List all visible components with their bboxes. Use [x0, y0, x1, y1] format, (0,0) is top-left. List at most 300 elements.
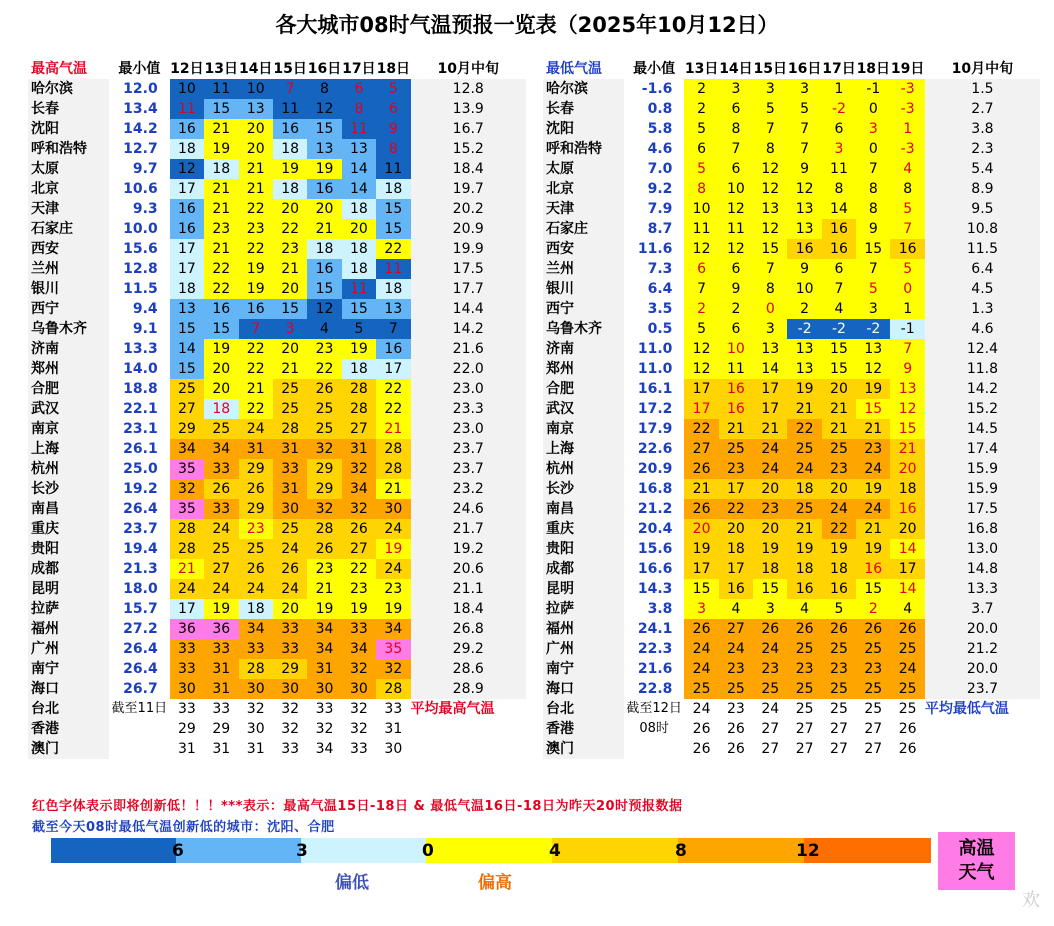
table-row [28, 599, 526, 619]
temp-cell: 13 [890, 379, 924, 399]
table-row [543, 199, 1040, 219]
temp-cell: 21 [239, 179, 273, 199]
header-day: 14日 [238, 61, 273, 77]
temp-cell: 33 [273, 459, 307, 479]
temp-cell: 24 [692, 701, 711, 717]
table-row [28, 379, 526, 399]
temp-cell: 2 [684, 299, 718, 319]
temp-cell: 12 [684, 239, 718, 259]
city-name: 重庆 [28, 519, 109, 539]
temp-cell: 25 [890, 679, 924, 699]
min-value: 26.7 [123, 681, 158, 697]
temp-cell: 29 [239, 499, 273, 519]
temp-cell: 30 [307, 679, 341, 699]
temp-cell: 28 [342, 379, 376, 399]
temp-cell: 24 [239, 579, 273, 599]
min-value: 16.8 [637, 481, 673, 497]
temp-cell: 21 [204, 179, 238, 199]
mid-october-value: 23.0 [411, 419, 526, 439]
temp-cell: 15 [753, 239, 787, 259]
city-name: 太原 [28, 159, 109, 179]
city-name: 广州 [543, 639, 624, 659]
temp-cell: 25 [898, 701, 917, 717]
temp-cell: 34 [307, 619, 341, 639]
table-row [28, 199, 526, 219]
temp-cell: 32 [281, 701, 300, 717]
mid-october-value: 20.0 [925, 619, 1040, 639]
table-row [28, 159, 526, 179]
temp-cell: 32 [170, 479, 204, 499]
temp-cell: 25 [856, 679, 890, 699]
temp-cell: 30 [384, 741, 403, 757]
temp-cell: 17 [170, 599, 204, 619]
temp-cell: 20 [890, 519, 924, 539]
temp-cell: 29 [307, 459, 341, 479]
table-row [28, 319, 526, 339]
temp-cell: 7 [856, 259, 890, 279]
temp-cell: 17 [684, 379, 718, 399]
header-day: 16日 [307, 61, 342, 77]
city-name: 石家庄 [28, 219, 109, 239]
temp-cell: 16 [307, 259, 341, 279]
temp-cell: 25 [787, 499, 821, 519]
temp-cell: 16 [856, 559, 890, 579]
city-name: 西宁 [28, 299, 109, 319]
temp-cell: 29 [212, 721, 231, 737]
temp-cell: 25 [795, 701, 814, 717]
temp-cell: 23 [822, 659, 856, 679]
legend-seg-dark-blue [51, 838, 176, 863]
legend-seg-deep-orange [804, 838, 931, 863]
table-row [28, 279, 526, 299]
city-name: 重庆 [543, 519, 624, 539]
temp-cell: 7 [376, 319, 410, 339]
temp-cell: 15 [273, 299, 307, 319]
city-name: 银川 [543, 279, 624, 299]
header-min: 最小值 [118, 61, 161, 77]
temp-cell: 18 [890, 479, 924, 499]
high-temp-table [28, 57, 526, 759]
city-name: 北京 [28, 179, 109, 199]
min-value: 14.3 [637, 581, 673, 597]
temp-cell: 19 [204, 599, 238, 619]
temp-cell: 30 [273, 499, 307, 519]
temp-cell: 14 [170, 339, 204, 359]
temp-cell: 16 [204, 299, 238, 319]
legend-hot-text: 高温天气 [958, 838, 995, 883]
temp-cell: 15 [822, 339, 856, 359]
temp-cell: 22 [239, 339, 273, 359]
mid-october-value: 18.4 [411, 599, 526, 619]
temp-cell: 28 [376, 459, 410, 479]
temp-cell: 25 [684, 679, 718, 699]
city-name: 杭州 [543, 459, 624, 479]
temp-cell: 24 [890, 659, 924, 679]
temp-cell: 3 [273, 319, 307, 339]
city-name: 南宁 [28, 659, 109, 679]
temp-cell: 11 [342, 119, 376, 139]
table-row [543, 179, 1040, 199]
city-name: 成都 [28, 559, 109, 579]
temp-cell: 6 [719, 99, 753, 119]
temp-cell: 32 [342, 499, 376, 519]
mid-october-value: 23.0 [411, 379, 526, 399]
table-row [543, 639, 1040, 659]
mid-october-value: 21.7 [411, 519, 526, 539]
min-value: 24.1 [637, 621, 673, 637]
temp-cell: 33 [177, 701, 196, 717]
temp-cell: 21 [204, 239, 238, 259]
temp-cell: 6 [342, 79, 376, 99]
header-day: 17日 [822, 61, 856, 77]
temp-cell: 13 [787, 219, 821, 239]
temp-cell: 6 [822, 119, 856, 139]
temp-cell: 18 [273, 139, 307, 159]
temp-cell: 20 [684, 519, 718, 539]
temp-cell: 17 [170, 179, 204, 199]
legend-seg-light-blue [176, 838, 301, 863]
mid-october-value: 14.8 [925, 559, 1040, 579]
legend-label-8: 8 [675, 841, 687, 861]
temp-cell: 4 [307, 319, 341, 339]
table-row [28, 419, 526, 439]
temp-cell: 22 [719, 499, 753, 519]
temp-cell: 13 [787, 199, 821, 219]
temp-cell: 4 [719, 599, 753, 619]
temp-cell: 22 [684, 419, 718, 439]
temp-cell: 17 [719, 479, 753, 499]
temp-cell: 8 [753, 139, 787, 159]
legend-hot-box [938, 832, 1015, 890]
temp-cell: 2 [684, 99, 718, 119]
min-value: 13.3 [123, 341, 158, 357]
temp-cell: 11 [204, 79, 238, 99]
temp-cell: 26 [692, 721, 711, 737]
temp-cell: -1 [890, 319, 924, 339]
table-row [28, 699, 526, 719]
mid-october-value: 15.2 [925, 399, 1040, 419]
temp-cell: 15 [307, 279, 341, 299]
temp-cell: 30 [342, 679, 376, 699]
temp-cell: 19 [822, 539, 856, 559]
min-value: 26.4 [123, 501, 158, 517]
legend-seg-pale-blue [301, 838, 426, 863]
temp-cell: 0 [856, 139, 890, 159]
temp-cell: 5 [684, 119, 718, 139]
city-name: 广州 [28, 639, 109, 659]
temp-cell: 3 [856, 119, 890, 139]
temp-cell: 19 [856, 379, 890, 399]
temp-cell: 10 [684, 199, 718, 219]
temp-cell: 26 [890, 619, 924, 639]
temp-cell: 19 [376, 599, 410, 619]
temp-cell: 0 [856, 99, 890, 119]
mid-october-value: 20.0 [925, 659, 1040, 679]
city-name: 南京 [28, 419, 109, 439]
temp-cell: 33 [204, 499, 238, 519]
temp-cell: 17 [684, 399, 718, 419]
mid-october-value: 19.7 [411, 179, 526, 199]
temp-cell: 18 [719, 539, 753, 559]
temp-cell: 26 [787, 619, 821, 639]
mid-october-value: 17.7 [411, 279, 526, 299]
table-row [543, 239, 1040, 259]
table-row [28, 359, 526, 379]
temp-cell: 24 [761, 701, 780, 717]
temp-cell: 27 [795, 721, 814, 737]
temp-cell: 26 [684, 459, 718, 479]
mid-october-value: 17.4 [925, 439, 1040, 459]
temp-cell: 23 [239, 519, 273, 539]
temp-cell: 33 [170, 659, 204, 679]
temp-cell: 12 [787, 179, 821, 199]
temp-cell: 11 [170, 99, 204, 119]
min-value: 21.2 [637, 501, 673, 517]
temp-cell: 26 [239, 479, 273, 499]
min-value: 15.6 [123, 241, 158, 257]
temp-cell: 1 [890, 299, 924, 319]
mid-october-value: 15.2 [411, 139, 526, 159]
temp-cell: 13 [170, 299, 204, 319]
temp-cell: 33 [342, 619, 376, 639]
city-name: 南京 [543, 419, 624, 439]
header-label: 最低气温 [546, 61, 602, 77]
temp-cell: 15 [376, 219, 410, 239]
table-row [28, 659, 526, 679]
temp-cell: 2 [787, 299, 821, 319]
temp-cell: 16 [787, 579, 821, 599]
temp-cell: 25 [273, 399, 307, 419]
temp-cell: 17 [170, 239, 204, 259]
temp-cell: 28 [376, 439, 410, 459]
temp-cell: 32 [246, 701, 265, 717]
table-row [543, 519, 1040, 539]
temp-cell: 26 [239, 559, 273, 579]
table-row [28, 719, 526, 739]
temp-cell: 14 [342, 179, 376, 199]
temp-cell: 10 [787, 279, 821, 299]
temp-cell: 17 [890, 559, 924, 579]
table-row [28, 439, 526, 459]
temp-cell: 21 [307, 579, 341, 599]
temp-cell: 19 [753, 539, 787, 559]
temp-cell: 24 [753, 459, 787, 479]
temp-cell: 5 [376, 79, 410, 99]
temp-cell: 25 [822, 679, 856, 699]
min-value: 13.4 [123, 101, 158, 117]
city-name: 福州 [543, 619, 624, 639]
temp-cell: 33 [170, 639, 204, 659]
temp-cell: 22 [307, 359, 341, 379]
city-name: 台北 [543, 699, 624, 719]
temp-cell: 13 [753, 199, 787, 219]
legend-seg-orange [678, 838, 804, 863]
temp-cell: 31 [239, 439, 273, 459]
temp-cell: 27 [204, 559, 238, 579]
temp-cell: 33 [204, 639, 238, 659]
table-row [543, 219, 1040, 239]
temp-cell: 12 [307, 299, 341, 319]
table-row [543, 159, 1040, 179]
city-name: 西安 [543, 239, 624, 259]
temp-cell: 7 [856, 159, 890, 179]
temp-cell: 4 [890, 599, 924, 619]
temp-cell: 15 [822, 359, 856, 379]
table-row [28, 119, 526, 139]
mid-october-value: 23.2 [411, 479, 526, 499]
table-row [543, 719, 1040, 739]
temp-cell: 25 [787, 679, 821, 699]
temp-cell: 3 [684, 599, 718, 619]
min-value: 22.1 [123, 401, 158, 417]
temp-cell: 12 [684, 359, 718, 379]
temp-cell: 24 [170, 579, 204, 599]
temp-cell: 18 [376, 179, 410, 199]
table-row [28, 739, 526, 759]
temp-cell: 27 [342, 539, 376, 559]
min-value: 20.4 [637, 521, 673, 537]
temp-cell: 19 [204, 139, 238, 159]
temp-cell: 26 [692, 741, 711, 757]
temp-cell: 32 [281, 721, 300, 737]
temp-cell: 28 [239, 659, 273, 679]
temp-cell: 8 [342, 99, 376, 119]
city-name: 上海 [543, 439, 624, 459]
city-name: 海口 [543, 679, 624, 699]
city-name: 长沙 [543, 479, 624, 499]
temp-cell: -3 [890, 139, 924, 159]
temp-cell: 27 [761, 721, 780, 737]
temp-cell: 8 [856, 179, 890, 199]
city-name: 台北 [28, 699, 109, 719]
temp-cell: 9 [787, 159, 821, 179]
temp-cell: 16 [273, 119, 307, 139]
temp-cell: 21 [376, 479, 410, 499]
city-name: 银川 [28, 279, 109, 299]
city-name: 郑州 [543, 359, 624, 379]
temp-cell: 10 [719, 179, 753, 199]
table-row [543, 279, 1040, 299]
city-name: 合肥 [543, 379, 624, 399]
temp-cell: 30 [376, 499, 410, 519]
mid-october-value: 24.6 [411, 499, 526, 519]
temp-cell: 12 [719, 199, 753, 219]
temp-cell: 12 [307, 99, 341, 119]
note-red: 红色字体表示即将创新低！！！***表示：最高气温15日-18日 & 最低气温16日-18日为昨天20时预报数据 [32, 799, 683, 814]
temp-cell: 17 [753, 379, 787, 399]
city-name: 香港 [28, 719, 109, 739]
temp-cell: 33 [212, 701, 231, 717]
temp-cell: 26 [856, 619, 890, 639]
temp-cell: 25 [204, 419, 238, 439]
header-mid-october: 10月中旬 [437, 61, 499, 77]
mid-october-value: 23.7 [925, 679, 1040, 699]
temp-cell: 17 [719, 559, 753, 579]
temp-cell: 25 [719, 439, 753, 459]
table-row [28, 339, 526, 359]
temp-cell: 16 [170, 219, 204, 239]
temp-cell: 36 [204, 619, 238, 639]
mid-october-value: 平均最高气温 [410, 701, 495, 717]
temp-cell: 17 [684, 559, 718, 579]
city-name: 济南 [28, 339, 109, 359]
table-row [543, 139, 1040, 159]
temp-cell: 16 [719, 579, 753, 599]
temp-cell: 33 [350, 741, 368, 757]
temp-cell: 23 [307, 559, 341, 579]
temp-cell: 27 [864, 741, 883, 757]
min-value: 0.8 [647, 101, 673, 117]
temp-cell: 7 [890, 219, 924, 239]
legend-label-12: 12 [796, 841, 820, 861]
temp-cell: 7 [787, 139, 821, 159]
mid-october-value: 2.3 [925, 139, 1040, 159]
city-name: 贵阳 [543, 539, 624, 559]
city-name: 济南 [543, 339, 624, 359]
temp-cell: 20 [273, 339, 307, 359]
table-row [543, 319, 1040, 339]
temp-cell: 18 [822, 559, 856, 579]
legend-low-text: 偏低 [335, 873, 369, 893]
header-day: 13日 [204, 61, 239, 77]
temp-cell: 3 [753, 599, 787, 619]
temp-cell: 5 [890, 259, 924, 279]
temp-cell: 15 [753, 579, 787, 599]
legend-seg-gold [552, 838, 678, 863]
temp-cell: 11 [376, 159, 410, 179]
temp-cell: 19 [342, 599, 376, 619]
min-value: 7.0 [647, 161, 673, 177]
temp-cell: 15 [684, 579, 718, 599]
temp-cell: 22 [273, 219, 307, 239]
temp-cell: 16 [376, 339, 410, 359]
mid-october-value: 28.6 [411, 659, 526, 679]
temp-cell: 23 [239, 219, 273, 239]
temp-cell: 7 [239, 319, 273, 339]
city-name: 沈阳 [28, 119, 109, 139]
min-value: 3.5 [647, 301, 673, 317]
temp-cell: 10 [719, 339, 753, 359]
min-value: 6.4 [647, 281, 673, 297]
temp-cell: 27 [170, 399, 204, 419]
table-row [543, 619, 1040, 639]
temp-cell: 14 [753, 359, 787, 379]
temp-cell: 23 [719, 459, 753, 479]
min-value: 7.9 [647, 201, 673, 217]
temp-cell: 16 [822, 219, 856, 239]
temp-cell: 9 [719, 279, 753, 299]
mid-october-value: 6.4 [925, 259, 1040, 279]
temp-cell: 21 [239, 159, 273, 179]
min-value: 7.3 [647, 261, 673, 277]
temp-cell: 8 [753, 279, 787, 299]
temp-cell: 29 [177, 721, 196, 737]
table-row [28, 239, 526, 259]
temp-cell: 13 [307, 139, 341, 159]
temp-cell: 22 [239, 199, 273, 219]
temp-cell: 21 [822, 399, 856, 419]
temp-cell: 15 [856, 579, 890, 599]
temp-cell: 20 [273, 199, 307, 219]
temp-cell: 2 [684, 79, 718, 99]
mid-october-value: 14.2 [925, 379, 1040, 399]
mid-october-value: 22.0 [411, 359, 526, 379]
mid-october-value [411, 739, 526, 759]
mid-october-value: 21.6 [411, 339, 526, 359]
temp-cell: -3 [890, 99, 924, 119]
temp-cell: 22 [376, 239, 410, 259]
min-value: 26.4 [123, 641, 158, 657]
